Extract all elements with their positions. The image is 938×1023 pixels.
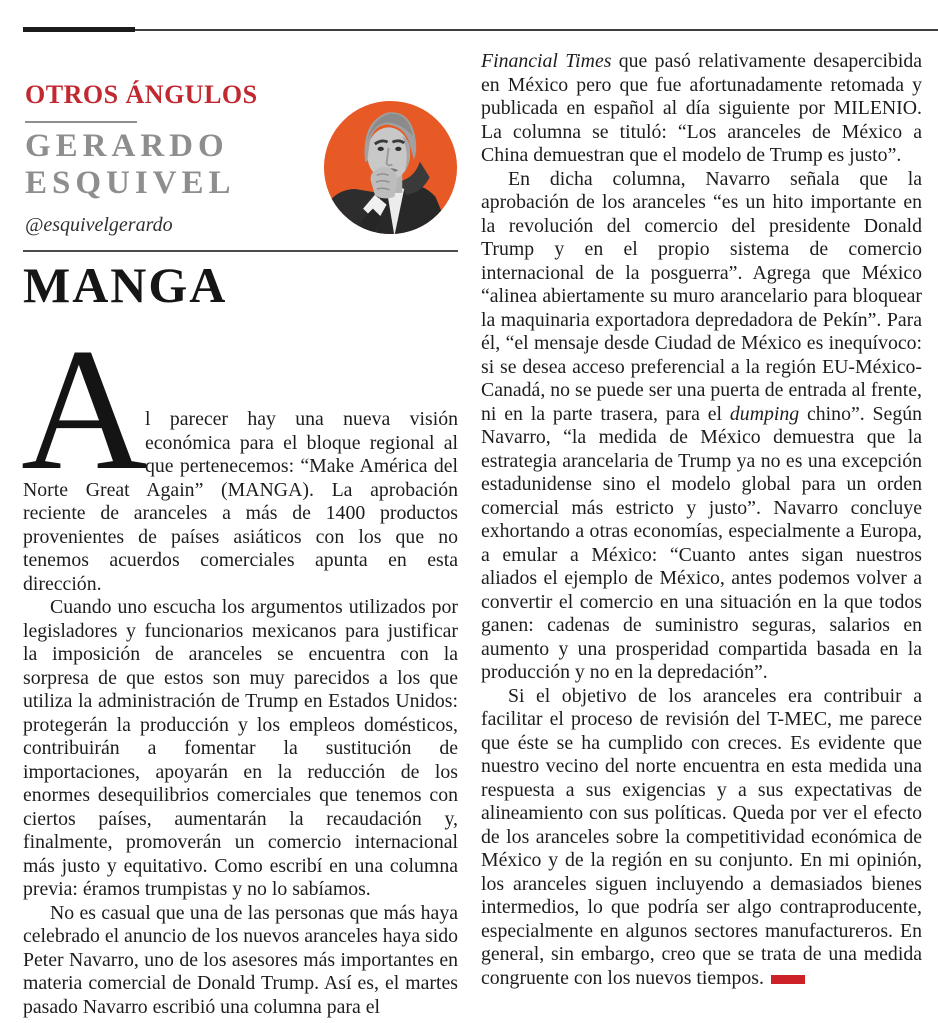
kicker-underline [25, 121, 137, 123]
italic-run: dumping [729, 402, 800, 425]
section-kicker: OTROS ÁNGULOS [25, 80, 258, 109]
article-paragraph [481, 168, 922, 685]
text-run: que pasó relativamente desapercibida en México pero que fue afortunadamente retomada y publicada en español al día siguiente por MILENIO. La columna se tituló: “Los aranceles de México a China demuestran que el modelo de Trump es justo”. [481, 50, 923, 166]
text-run: Cuando uno escucha los argumentos utilizados por legisladores y funcionarios mexicanos para justificar la imposición de aranceles se encuentra con la sorpresa de que estos son muy parecidos a los que utiliza la administración de Trump en Estados Unidos: protegerán la producción y los empleos domésticos, contribuirán a fomentar la sustitución de importaciones, apoyarán en la reducción de los enormes desequilibrios comerciales que tenemos con ciertos países, aumentarán la recaudación y, finalmente, promoverán un comercio internacional más justo y equitativo. Como escribí en una columna previa: éramos trumpistas y no lo sabíamos. [23, 596, 458, 900]
text-run: Si el objetivo de los aranceles era contribuir a facilitar el proceso de revisión del T-MEC, me parece que éste se ha cumplido con creces. Es evidente que nuestro vecino del norte encuentra en esta medida una respuesta a sus exigencias y a sus expectativas de alineamiento con sus políticas. Queda por ver el efecto de los aranceles sobre la competitividad económica de México y de la región en su conjunto. En mi opinión, los aranceles siguen incluyendo a demasiados bienes intermedios, lo que podría ser algo contraproducente, especialmente en algunos sectores manufactureros. En general, sin embargo, creo que se trata de una medida congruente con los nuevos tiempos. [481, 684, 922, 989]
title-top-rule [23, 250, 458, 252]
text-run: En dicha columna, Navarro señala que la aprobación de los aranceles “es un hito importante en la revolución del comercio del presidente Donald Trump y en el propio sistema de comercio internacional de la posguerra”. Agrega que México “alinea abiertamente su muro arancelario para bloquear la maquinaria exportadora depredadora de Pekín”. Para él, “el mensaje desde Ciudad de México es inequívoco: si se desea acceso preferencial a la región EU-México-Canadá, no se puede ser una puerta de entrada al frente, ni en la parte trasera, para el [481, 167, 922, 425]
text-run: chino”. Según Navarro, “la medida de México demuestra que la estrategia arancelaria de Trump ya no es una excepción estadunidense sino el modelo global para un orden comercial más estricto y justo”. Navarro concluye exhortando a otras economías, especialmente a Europa, a emular a México: “Cuanto antes sigan nuestros aliados el ejemplo de México, antes podemos volver a convertir el comercio en una situación en la que todos ganen: cadenas de suministro seguras, salarios en aumento y una prosperidad compartida basada en la producción y no en la depredación”. [481, 402, 922, 683]
author-name-line2: ESQUIVEL [25, 165, 236, 201]
drop-cap: A [21, 312, 148, 506]
article-paragraph [23, 902, 458, 1020]
article-title: MANGA [23, 257, 228, 313]
article-paragraph [481, 50, 922, 168]
author-twitter-handle: @esquivelgerardo [25, 214, 173, 236]
article-column-right [481, 50, 922, 990]
article-paragraph [481, 685, 922, 991]
article-paragraph [23, 596, 458, 902]
author-name-line1: GERARDO [25, 128, 229, 164]
top-rule [23, 29, 938, 31]
top-rule-thick-segment [23, 27, 135, 32]
article-paragraph [21, 312, 458, 596]
author-name [25, 128, 236, 202]
text-run: l parecer hay una nueva visión económica para el bloque regional al que pertenecemos: “Make América del Norte Great Again” (MANGA). La aprobación reciente de aranceles a más de 1400 productos provenientes de países asiáticos con los que no tenemos acuerdos comerciales apunta en esta dirección. [23, 408, 458, 595]
article-end-mark [771, 975, 805, 984]
text-run: No es casual que una de las personas que más haya celebrado el anuncio de los nuevos aranceles haya sido Peter Navarro, uno de los asesores más importantes en materia comercial de Donald Trump. Así es, el martes pasado Navarro escribió una columna para el [23, 901, 459, 1018]
article-column-left [21, 312, 459, 1019]
author-photo [322, 99, 459, 236]
italic-run: Financial Times [481, 50, 612, 72]
